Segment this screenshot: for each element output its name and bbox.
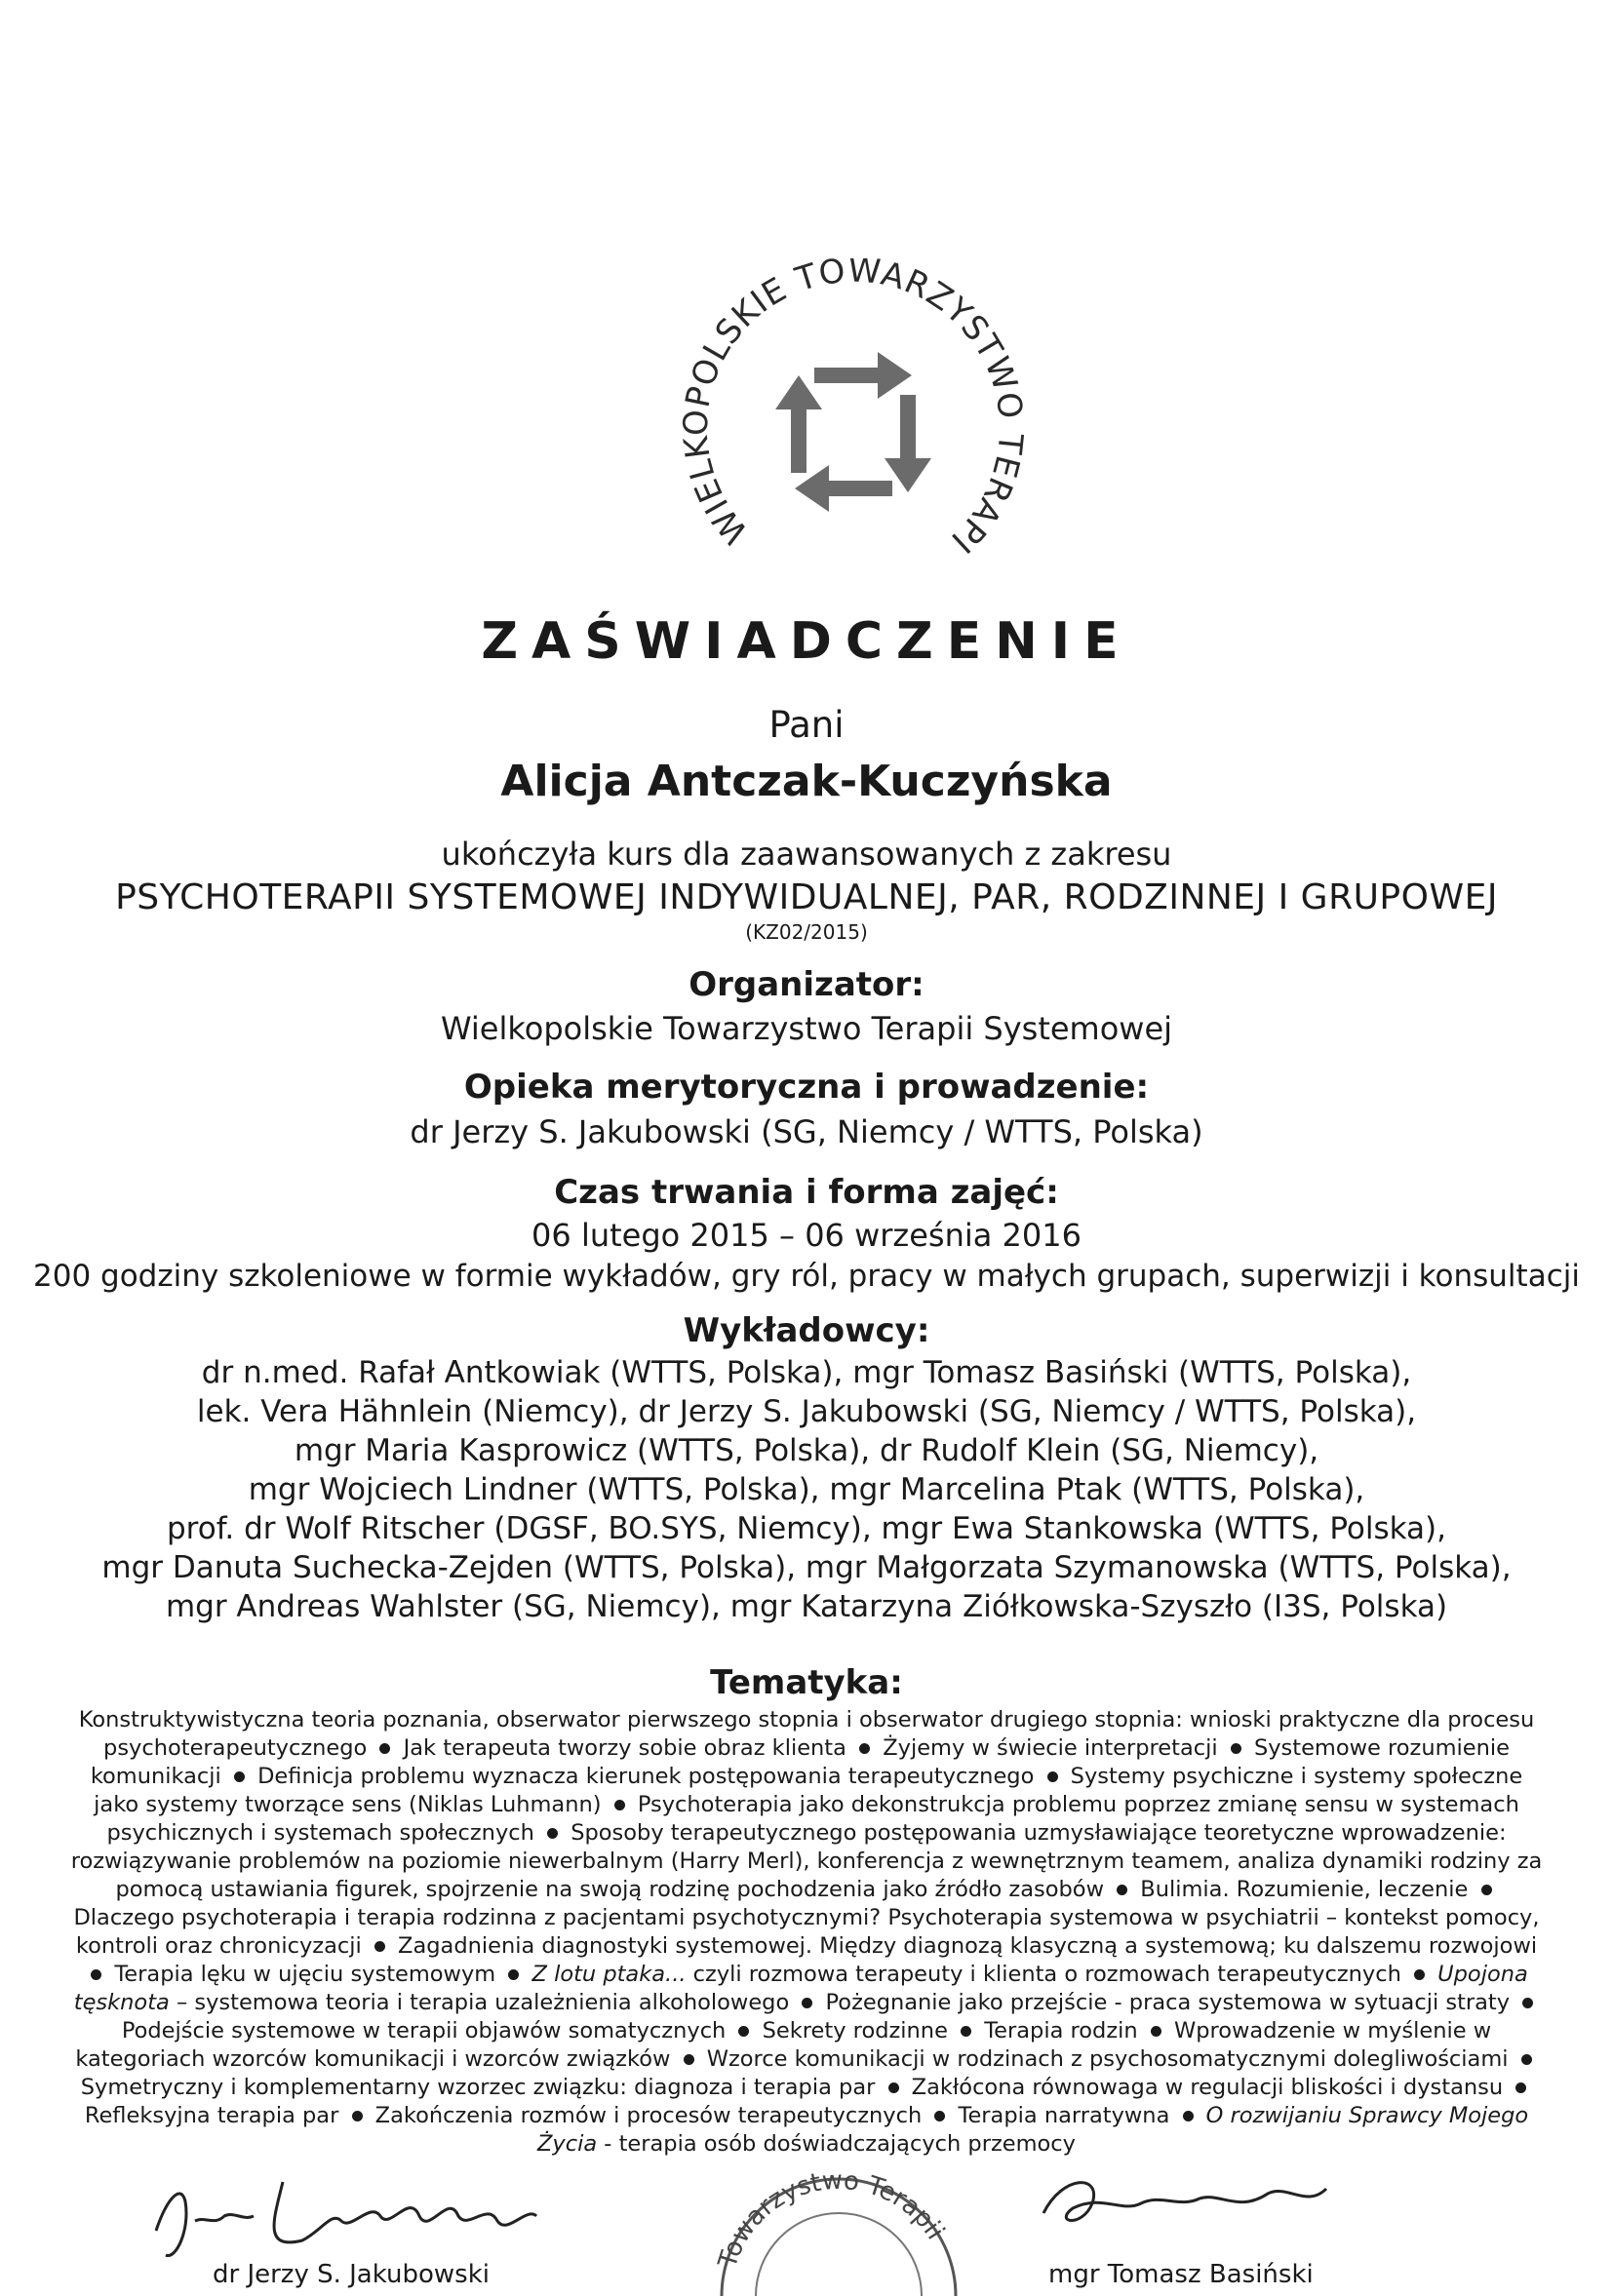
duration-heading: Czas trwania i forma zajęć: [554, 1173, 1059, 1212]
handwritten-signature-left [137, 2162, 624, 2270]
topic-bullet-icon [379, 1743, 390, 1754]
duration-form: 200 godziny szkoleniowe w formie wykładów, gry ról, pracy w małych grupach, superwizji i konsultacji [33, 1259, 1580, 1294]
topic-item-italic-title: O rozwijaniu Sprawcy Mojego Życia [537, 2103, 1529, 2157]
topic-item-text: Konstruktywistyczna teoria poznania, obserwator pierwszego stopnia i obserwator drugiego stopnia: wnioski praktyczne dla procesu psychoterapeutycznego [78, 1707, 1535, 1761]
topic-bullet-icon [802, 1998, 812, 2008]
wtts-logo [678, 258, 1029, 595]
topic-bullet-icon [684, 2054, 694, 2065]
topic-bullet-icon [1117, 1885, 1127, 1895]
topic-item [707, 2046, 1509, 2072]
topic-item-text: Definicja problemu wyznacza kierunek postępowania terapeutycznego [257, 1764, 1035, 1789]
topic-item-text: Dlaczego psychoterapia i terapia rodzinna z pacjentami psychotycznymi? Psychoterapia systemowa w psychiatrii – kontekst pomocy, kontroli oraz chronicyzacji [73, 1905, 1540, 1959]
topic-item [826, 1990, 1511, 2015]
lecturers-line: mgr Danuta Suchecka-Zejden (WTTS, Polska), mgr Małgorzata Szymanowska (WTTS, Polska), [101, 1550, 1512, 1585]
supervision-value: dr Jerzy S. Jakubowski (SG, Niemcy / WTTS, Polska) [410, 1113, 1203, 1150]
lecturers-line: mgr Wojciech Lindner (WTTS, Polska), mgr Marcelina Ptak (WTTS, Polska), [248, 1472, 1365, 1507]
lecturers-line: prof. dr Wolf Ritscher (DGSF, BO.SYS, Niemcy), mgr Ewa Stankowska (WTTS, Polska), [167, 1511, 1446, 1546]
topic-item-text: Zakłócona równowaga w regulacji bliskości i dystansu [911, 2075, 1504, 2100]
topic-item-text: Zakończenia rozmów i procesów terapeutycznych [374, 2103, 923, 2128]
organizer-heading: Organizator: [688, 965, 925, 1004]
topics-body [68, 1706, 1545, 2159]
topic-bullet-icon [1522, 1998, 1533, 2008]
topic-item-text: Psychoterapia jako dekonstrukcja problemu poprzez zmianę sensu w systemach psychicznych i systemach społecznych [106, 1792, 1519, 1846]
topic-item-text: Podejście systemowe w terapii objawów somatycznych [121, 2018, 727, 2043]
topic-item-text: Sposoby terapeutycznego postępowania uzmysławiające teoretyczne wprowadzenie: rozwiązywanie problemów na poziomie niewerbalnym (Harry Merl), konferencja z wewnętrznym teamem, analiza dynamiki rodziny za pomocą ustawiania figurek, spojrzenie na swoją rodzinę pochodzenia jako źródło zasobów [70, 1820, 1543, 1902]
topic-bullet-icon [1231, 1743, 1241, 1754]
topic-bullet-icon [547, 1828, 558, 1839]
topic-item [912, 2075, 1503, 2100]
signature-right [1014, 2155, 1365, 2252]
topic-bullet-icon [91, 1969, 101, 1980]
topic-item-text: Systemowe rozumienie komunikacji [90, 1735, 1510, 1789]
topic-bullet-icon [1151, 2026, 1161, 2037]
lecturers-heading: Wykładowcy: [683, 1311, 930, 1350]
lecturers-line: lek. Vera Hähnlein (Niemcy), dr Jerzy S. Jakubowski (SG, Niemcy / WTTS, Polska), [196, 1394, 1417, 1429]
topic-item [81, 2075, 876, 2100]
topic-bullet-icon [352, 2111, 363, 2121]
duration-dates: 06 lutego 2015 – 06 września 2016 [531, 1217, 1082, 1254]
topic-item-text: Symetryczny i komplementarny wzorzec związku: diagnoza i terapia par [80, 2075, 876, 2100]
topic-bullet-icon [859, 1743, 870, 1754]
topics-paragraph [68, 1706, 1545, 2159]
topic-item [763, 2018, 948, 2043]
person-name: Alicja Antczak-Kuczyńska [500, 757, 1113, 806]
topic-bullet-icon [1183, 2111, 1194, 2121]
topic-bullet-icon [234, 1771, 245, 1782]
topic-item [398, 1933, 1537, 1959]
topic-bullet-icon [961, 2026, 971, 2037]
signature-left [137, 2162, 624, 2270]
topic-item-text: Zagadnienia diagnostyki systemowej. Między diagnozą klasyczną a systemową; ku dalszemu rozwojowi [398, 1933, 1538, 1959]
lecturers-line: mgr Andreas Wahlster (SG, Niemcy), mgr Katarzyna Ziółkowska-Szyszło (I3S, Polska) [165, 1589, 1448, 1624]
topic-item [532, 1962, 1401, 1987]
topic-item-text: - terapia osób doświadczających przemocy [597, 2131, 1076, 2157]
topic-bullet-icon [1481, 1885, 1492, 1895]
topic-item-text: Terapia narratywna [958, 2103, 1170, 2128]
topics-heading: Tematyka: [710, 1663, 903, 1702]
stamp-svg [712, 2160, 965, 2296]
supervision-heading: Opieka merytoryczna i prowadzenie: [463, 1068, 1150, 1107]
topic-bullet-icon [1047, 1771, 1058, 1782]
topic-item-text: Bulimia. Rozumienie, leczenie [1140, 1877, 1469, 1902]
topic-bullet-icon [1521, 2054, 1532, 2065]
signature-right-name: mgr Tomasz Basiński [1048, 2260, 1314, 2289]
topic-bullet-icon [888, 2082, 899, 2093]
course-intro: ukończyła kurs dla zaawansowanych z zakresu [441, 836, 1172, 873]
document-title: ZAŚWIADCZENIE [481, 612, 1132, 671]
logo-svg [678, 258, 1029, 595]
topic-bullet-icon [738, 2026, 749, 2037]
topic-item-text: Wzorce komunikacji w rodzinach z psychosomatycznymi dolegliwościami [706, 2046, 1509, 2072]
topic-item-text: Terapia lęku w ujęciu systemowym [114, 1962, 496, 1987]
topic-item-text: Pożegnanie jako przejście - praca systemowa w sytuacji straty [825, 1990, 1511, 2015]
topic-item [404, 1735, 846, 1761]
lecturers-list [0, 1353, 1613, 1626]
topic-bullet-icon [508, 1969, 519, 1980]
topic-item [1140, 1877, 1468, 1902]
svg-text:Towarzystwo Terapii: Towarzystwo Terapii [713, 2165, 950, 2272]
organization-stamp [712, 2160, 965, 2296]
topic-item [114, 1962, 495, 1987]
topic-item-text: Wprowadzenie w myślenie w kategoriach wzorców komunikacji i wzorców związków [75, 2018, 1492, 2072]
topic-item-text: Sekrety rodzinne [762, 2018, 948, 2043]
topic-item-italic-title: Z lotu ptaka... [531, 1962, 687, 1987]
topic-item [257, 1764, 1034, 1789]
topic-bullet-icon [1515, 2082, 1526, 2093]
topic-bullet-icon [934, 2111, 945, 2121]
course-code: (KZ02/2015) [745, 920, 868, 944]
lecturers-line: dr n.med. Rafał Antkowiak (WTTS, Polska), mgr Tomasz Basiński (WTTS, Polska), [201, 1355, 1412, 1390]
topic-item [375, 2103, 923, 2128]
topic-item [984, 2018, 1137, 2043]
course-name: PSYCHOTERAPII SYSTEMOWEJ INDYWIDUALNEJ, PAR, RODZINNEJ I GRUPOWEJ [115, 877, 1498, 917]
logo-ring-text: WIELKOPOLSKIE TOWARZYSTWO TERAPI [678, 258, 1029, 562]
topic-item [883, 1735, 1217, 1761]
topic-item [122, 2018, 726, 2043]
topic-item-text: – systemowa teoria i terapia uzależnienia alkoholowego [169, 1990, 790, 2015]
topic-item-text: czyli rozmowa terapeuty i klienta o rozmowach terapeutycznych [686, 1962, 1401, 1987]
signature-left-name: dr Jerzy S. Jakubowski [213, 2260, 490, 2289]
topic-item [85, 2103, 339, 2128]
salutation: Pani [768, 704, 845, 746]
topic-bullet-icon [614, 1800, 625, 1810]
topic-bullet-icon [1414, 1969, 1425, 1980]
lecturers-line: mgr Maria Kasprowicz (WTTS, Polska), dr Rudolf Klein (SG, Niemcy), [294, 1433, 1319, 1468]
topic-bullet-icon [374, 1941, 385, 1952]
topic-item-text: Systemy psychiczne i systemy społeczne jako systemy tworzące sens (Niklas Luhmann) [94, 1764, 1523, 1817]
topic-item-text: Żyjemy w świecie interpretacji [883, 1735, 1218, 1761]
topic-item-text: Terapia rodzin [984, 2018, 1138, 2043]
cycle-arrows-icon [775, 352, 931, 512]
topic-item-italic-title: Upojona tęsknota [73, 1962, 1528, 2015]
topic-item [959, 2103, 1170, 2128]
handwritten-signature-right [1014, 2155, 1365, 2252]
topic-item-text: Jak terapeuta tworzy sobie obraz klienta [403, 1735, 846, 1761]
topic-item-text: Refleksyjna terapia par [84, 2103, 339, 2128]
organizer-value: Wielkopolskie Towarzystwo Terapii Systemowej [440, 1010, 1173, 1047]
